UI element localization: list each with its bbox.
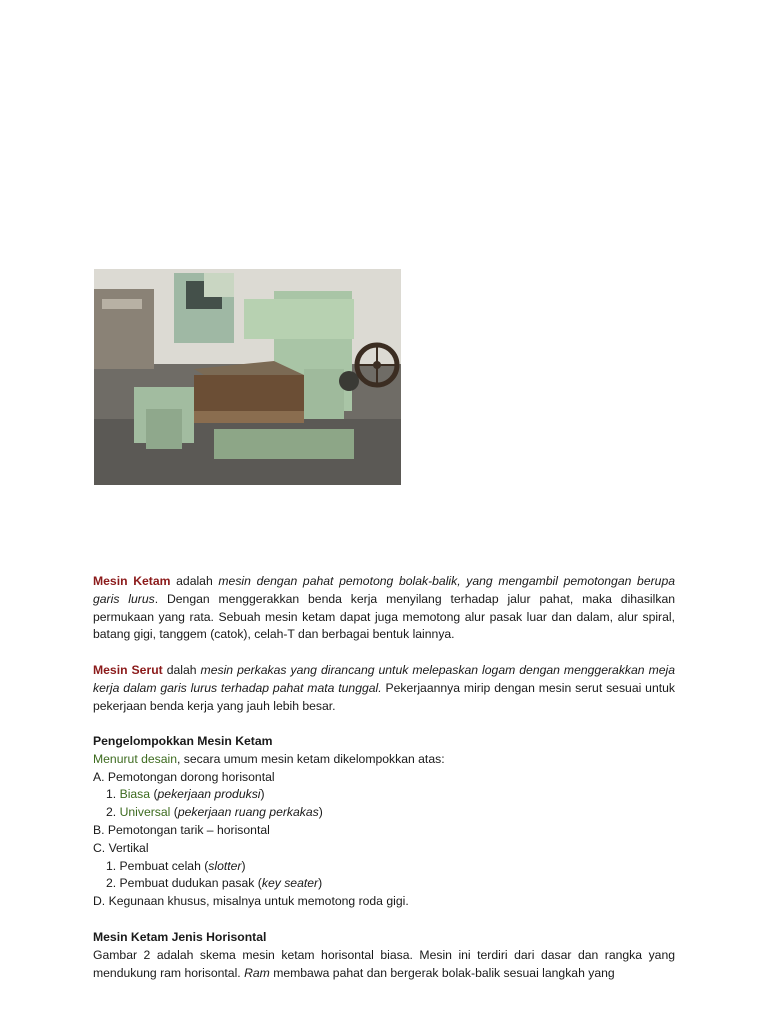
term-mesin-ketam: Mesin Ketam bbox=[93, 574, 171, 588]
text: membawa pahat dan bergerak bolak-balik sesuai langkah yang bbox=[269, 965, 615, 980]
section-heading: Mesin Ketam Jenis Horisontal bbox=[93, 930, 267, 944]
paragraph-mesin-serut bbox=[93, 662, 675, 715]
italic-definition: mesin dengan pahat pemotong bolak-balik, yang mengambil pemotongan berupa garis lurus bbox=[93, 574, 676, 606]
text: ) bbox=[318, 805, 323, 820]
text: 1. bbox=[106, 787, 120, 802]
shaping-machine-photo bbox=[94, 269, 401, 485]
intro-line bbox=[93, 751, 675, 769]
list-item-c2 bbox=[93, 875, 675, 893]
italic-text: slotter bbox=[208, 858, 242, 873]
list-item-d: D. Kegunaan khusus, misalnya untuk memotong roda gigi. bbox=[93, 894, 409, 909]
paragraph-horisontal bbox=[93, 947, 675, 983]
section-horisontal bbox=[93, 929, 675, 982]
text: 1. Pembuat celah ( bbox=[106, 858, 209, 873]
text: ) bbox=[318, 876, 323, 891]
text: ( bbox=[150, 787, 158, 802]
term-mesin-serut: Mesin Serut bbox=[93, 663, 163, 677]
section-heading: Pengelompokkan Mesin Ketam bbox=[93, 734, 273, 748]
italic-definition: mesin perkakas yang dirancang untuk melepaskan logam dengan menggerakkan meja kerja dalam garis lurus terhadap pahat mata tunggal. bbox=[93, 663, 675, 695]
text: Gambar 2 adalah skema mesin ketam horisontal biasa. Mesin ini terdiri dari dasar dan rangka yang mendukung ram horisontal. bbox=[93, 947, 675, 980]
biasa-link[interactable]: Biasa bbox=[119, 787, 151, 802]
text: . Dengan menggerakkan benda kerja menyilang terhadap jalur pahat, maka dihasilkan permukaan yang rata. Sebuah mesin ketam dapat juga memotong alur pasak luar dan dalam, alur spiral, batang gigi, tanggem (catok), celah-T dan berbagai bentuk lainnya. bbox=[93, 591, 675, 642]
italic-text: pekerjaan ruang perkakas bbox=[177, 805, 319, 820]
list-item-a2 bbox=[93, 804, 675, 822]
text: , secara umum mesin ketam dikelompokkan atas: bbox=[177, 751, 445, 766]
text: dalah bbox=[162, 663, 201, 677]
paragraph-mesin-ketam bbox=[93, 573, 675, 644]
text: Pekerjaannya mirip dengan mesin serut sesuai untuk pekerjaan benda kerja yang jauh lebih besar. bbox=[93, 680, 675, 713]
list-item-b: B. Pemotongan tarik – horisontal bbox=[93, 822, 270, 837]
universal-link[interactable]: Universal bbox=[119, 805, 171, 820]
italic-text: key seater bbox=[261, 876, 319, 891]
menurut-desain-link[interactable]: Menurut desain bbox=[93, 751, 178, 766]
text: adalah bbox=[170, 574, 219, 588]
list-item-a1 bbox=[93, 786, 675, 804]
list-item-c: C. Vertikal bbox=[93, 840, 149, 855]
text: ) bbox=[260, 787, 265, 802]
text: 2. Pembuat dudukan pasak ( bbox=[106, 876, 262, 891]
text: ( bbox=[170, 805, 178, 820]
italic-text: pekerjaan produksi bbox=[157, 787, 261, 802]
text: 2. bbox=[106, 805, 120, 820]
list-item-a: A. Pemotongan dorong horisontal bbox=[93, 769, 275, 784]
section-pengelompokkan bbox=[93, 733, 675, 911]
italic-text: Ram bbox=[244, 965, 270, 980]
list-item-c1 bbox=[93, 858, 675, 876]
text: ) bbox=[241, 858, 246, 873]
